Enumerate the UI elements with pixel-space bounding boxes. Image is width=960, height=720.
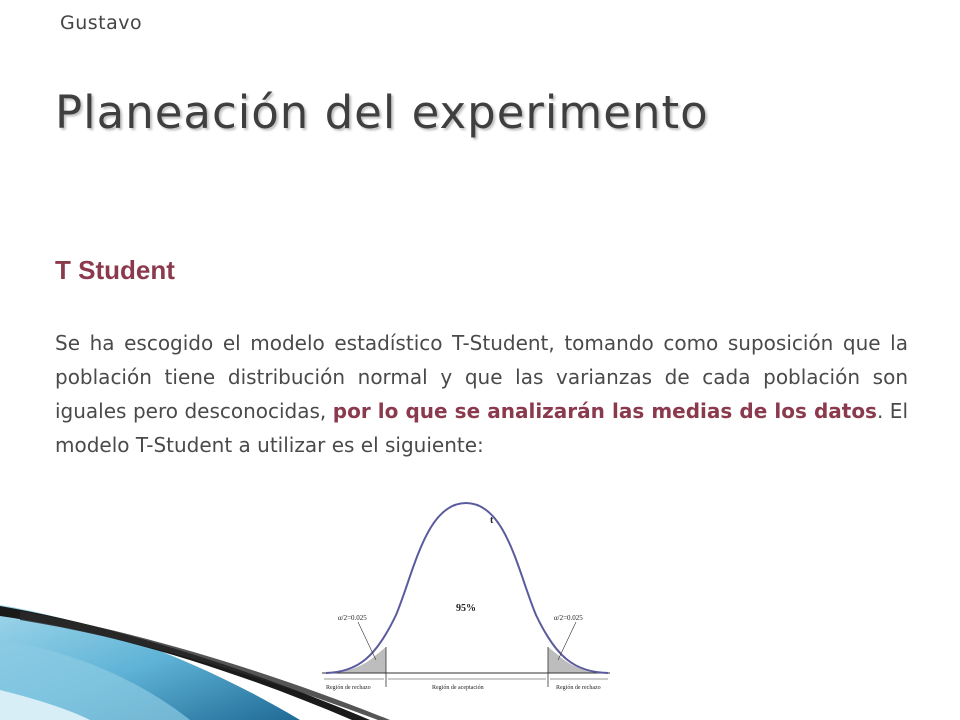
center-percent-label: 95% — [456, 603, 476, 614]
center-region-label: Región de aceptación — [432, 685, 484, 691]
paragraph-emphasis: por lo que se analizarán las medias de los datos — [332, 399, 877, 423]
bell-curve — [326, 503, 608, 673]
left-rejection-area — [326, 647, 386, 673]
paragraph-text-2: . El modelo T-Student a utilizar es el siguiente: — [55, 399, 908, 457]
right-region-label: Región de rechazo — [556, 685, 601, 691]
left-region-label: Región de rechazo — [326, 685, 371, 691]
right-tail-label: α/2=0.025 — [554, 614, 583, 622]
section-heading: T Student — [55, 255, 175, 285]
body-paragraph — [55, 326, 908, 462]
left-tail-label: α/2=0.025 — [338, 614, 367, 622]
right-tail-pointer — [558, 622, 576, 660]
t-distribution-diagram — [318, 497, 610, 693]
slide-title: Planeación del experimento — [55, 86, 709, 139]
paragraph-text-1: Se ha escogido el modelo estadístico T-Student, tomando como suposición que la población tiene distribución normal y que las varianzas de cada población son iguales pero desconocidas, — [55, 331, 908, 423]
author-name: Gustavo — [60, 12, 143, 34]
curve-label: t — [490, 515, 494, 526]
left-tail-pointer — [358, 622, 376, 660]
